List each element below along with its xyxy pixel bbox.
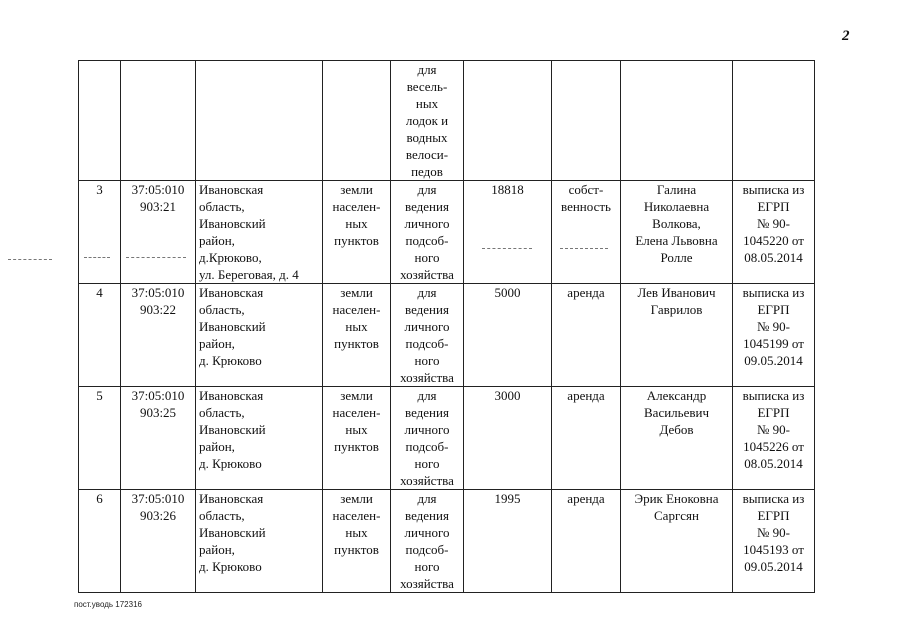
cell-use [391, 284, 464, 387]
address-line: область, [199, 199, 245, 214]
cell-num: 4 [79, 284, 121, 387]
owner-line: Елена Львовна [635, 233, 718, 248]
use-line: лодок и [405, 113, 449, 128]
cell-category [323, 490, 391, 593]
use-line: хозяйства [400, 370, 454, 385]
use-line: личного [404, 525, 450, 540]
use-line: ных [415, 96, 439, 111]
category-line: земли [340, 182, 373, 197]
owner-line: Николаевна [643, 199, 710, 214]
cell-owner [621, 181, 733, 284]
cell-cadastral [121, 61, 196, 181]
category-line: населен- [332, 199, 381, 214]
cell-category [323, 181, 391, 284]
cell-right [552, 181, 621, 284]
cell-use [391, 490, 464, 593]
cadastral-part: 37:05:010 [131, 388, 185, 403]
use-line: подсоб- [405, 439, 449, 454]
village-name: Крюково, [208, 250, 262, 265]
use-line: для [417, 491, 437, 506]
right-line: собст- [568, 182, 604, 197]
use-line: для [417, 62, 437, 77]
document-line: ЕГРП [757, 302, 790, 317]
address-line: область, [199, 405, 245, 420]
cell-use [391, 61, 464, 181]
cell-address [196, 284, 323, 387]
address-line: Ивановская [199, 285, 264, 300]
use-line: ного [414, 250, 440, 265]
cell-category [323, 61, 391, 181]
category-line: ных [345, 319, 368, 334]
use-line: для [417, 285, 437, 300]
cadastral-part: 903:22 [139, 302, 177, 317]
owner-line: Александр [646, 388, 707, 403]
category-line: пунктов [334, 233, 379, 248]
cadastral-part: 903:25 [139, 405, 177, 420]
document-line: 08.05.2014 [744, 456, 803, 471]
use-line: педов [411, 164, 443, 179]
cell-document [733, 284, 815, 387]
category-line: пунктов [334, 439, 379, 454]
category-line: земли [340, 388, 373, 403]
use-line: велоси- [405, 147, 449, 162]
address-line: область, [199, 508, 245, 523]
owner-line: Васильевич [644, 405, 709, 420]
cell-right [552, 284, 621, 387]
use-line: весель- [406, 79, 448, 94]
address-line: район, [199, 542, 235, 557]
cell-cadastral [121, 181, 196, 284]
right-line: аренда [567, 285, 605, 300]
cell-address [196, 181, 323, 284]
address-line: Ивановская [199, 182, 264, 197]
cell-area: 3000 [464, 387, 552, 490]
table-row [79, 181, 815, 284]
table-row [79, 490, 815, 593]
use-line: ведения [405, 302, 449, 317]
use-line: подсоб- [405, 336, 449, 351]
owner-line: Лев Иванович [637, 285, 716, 300]
use-line: ного [414, 456, 440, 471]
use-line: для [417, 182, 437, 197]
cell-owner [621, 284, 733, 387]
owner-line: Саргсян [654, 508, 699, 523]
cell-address [196, 61, 323, 181]
cell-area [464, 61, 552, 181]
cell-area: 5000 [464, 284, 552, 387]
category-line: ных [345, 216, 368, 231]
page-number: 2 [842, 28, 850, 44]
address-line: район, [199, 233, 235, 248]
document-line: ЕГРП [757, 405, 790, 420]
right-line: аренда [567, 388, 605, 403]
cell-cadastral [121, 490, 196, 593]
cell-num [79, 61, 121, 181]
cell-use [391, 181, 464, 284]
use-line: ного [414, 559, 440, 574]
cell-area: 1995 [464, 490, 552, 593]
use-line: водных [406, 130, 448, 145]
cell-document [733, 490, 815, 593]
cell-document [733, 181, 815, 284]
document-line: 08.05.2014 [744, 250, 803, 265]
cadastral-part: 903:26 [139, 508, 177, 523]
use-line: подсоб- [405, 233, 449, 248]
cell-category [323, 284, 391, 387]
category-line: пунктов [334, 542, 379, 557]
document-line: № 90- [757, 319, 790, 334]
category-line: населен- [332, 302, 381, 317]
address-line: район, [199, 336, 235, 351]
cell-address [196, 490, 323, 593]
owner-line: Дебов [659, 422, 694, 437]
use-line: личного [404, 319, 450, 334]
owner-line: Галина [656, 182, 697, 197]
cell-num: 3 [79, 181, 121, 284]
address-line: д. Крюково [199, 559, 262, 574]
cell-num: 6 [79, 490, 121, 593]
table-row [79, 284, 815, 387]
cell-num: 5 [79, 387, 121, 490]
document-line: № 90- [757, 525, 790, 540]
use-line: подсоб- [405, 542, 449, 557]
cadastral-part: 37:05:010 [131, 182, 185, 197]
owner-line: Гаврилов [650, 302, 703, 317]
cell-document [733, 387, 815, 490]
category-line: пунктов [334, 336, 379, 351]
owner-line: Эрик Еноковна [634, 491, 719, 506]
cell-right [552, 387, 621, 490]
document-line: 1045193 от [743, 542, 804, 557]
right-line: венность [561, 199, 611, 214]
category-line: земли [340, 491, 373, 506]
document-line: выписка из [742, 491, 805, 506]
land-plots-table [78, 60, 815, 593]
cell-area: 18818 [464, 181, 552, 284]
cell-use [391, 387, 464, 490]
use-line: хозяйства [400, 267, 454, 282]
address-line: область, [199, 302, 245, 317]
document-line: 1045199 от [743, 336, 804, 351]
document-line: выписка из [742, 285, 805, 300]
cell-right [552, 61, 621, 181]
cadastral-part: 37:05:010 [131, 285, 185, 300]
cadastral-part: 903:21 [139, 199, 177, 214]
table-row-continuation [79, 61, 815, 181]
table-row [79, 387, 815, 490]
cell-owner [621, 490, 733, 593]
document-line: ЕГРП [757, 199, 790, 214]
cadastral-part: 37:05:010 [131, 491, 185, 506]
document-line: 09.05.2014 [744, 353, 803, 368]
document-line: 09.05.2014 [744, 559, 803, 574]
cell-cadastral [121, 387, 196, 490]
cell-right [552, 490, 621, 593]
cell-category [323, 387, 391, 490]
use-line: хозяйства [400, 473, 454, 488]
cell-cadastral [121, 284, 196, 387]
footer-note: пост.уводь 172316 [74, 600, 142, 609]
document-line: 1045226 от [743, 439, 804, 454]
cell-owner [621, 61, 733, 181]
use-line: ведения [405, 508, 449, 523]
address-line: д. Крюково [199, 456, 262, 471]
document-line: ЕГРП [757, 508, 790, 523]
document-line: выписка из [742, 388, 805, 403]
address-line: Ивановский [199, 525, 266, 540]
category-line: земли [340, 285, 373, 300]
category-line: населен- [332, 508, 381, 523]
owner-line: Волкова, [652, 216, 701, 231]
village-prefix: д. [199, 250, 209, 265]
address-line: Ивановский [199, 319, 266, 334]
address-line: Ивановская [199, 388, 264, 403]
category-line: ных [345, 422, 368, 437]
document-line: выписка из [742, 182, 805, 197]
category-line: ных [345, 525, 368, 540]
address-line [199, 249, 319, 266]
address-street: ул. Береговая, д. 4 [199, 267, 299, 282]
cell-address [196, 387, 323, 490]
use-line: личного [404, 216, 450, 231]
cell-owner [621, 387, 733, 490]
cell-document [733, 61, 815, 181]
use-line: ного [414, 353, 440, 368]
address-line: Ивановский [199, 216, 266, 231]
right-line: аренда [567, 491, 605, 506]
use-line: ведения [405, 405, 449, 420]
address-line: д. Крюково [199, 353, 262, 368]
use-line: хозяйства [400, 576, 454, 591]
address-line: Ивановский [199, 422, 266, 437]
document-line: № 90- [757, 422, 790, 437]
use-line: личного [404, 422, 450, 437]
category-line: населен- [332, 405, 381, 420]
address-line: Ивановская [199, 491, 264, 506]
document-line: № 90- [757, 216, 790, 231]
use-line: ведения [405, 199, 449, 214]
document-line: 1045220 от [743, 233, 804, 248]
scan-artifact-line [8, 259, 52, 260]
use-line: для [417, 388, 437, 403]
address-line: район, [199, 439, 235, 454]
owner-line: Ролле [660, 250, 693, 265]
